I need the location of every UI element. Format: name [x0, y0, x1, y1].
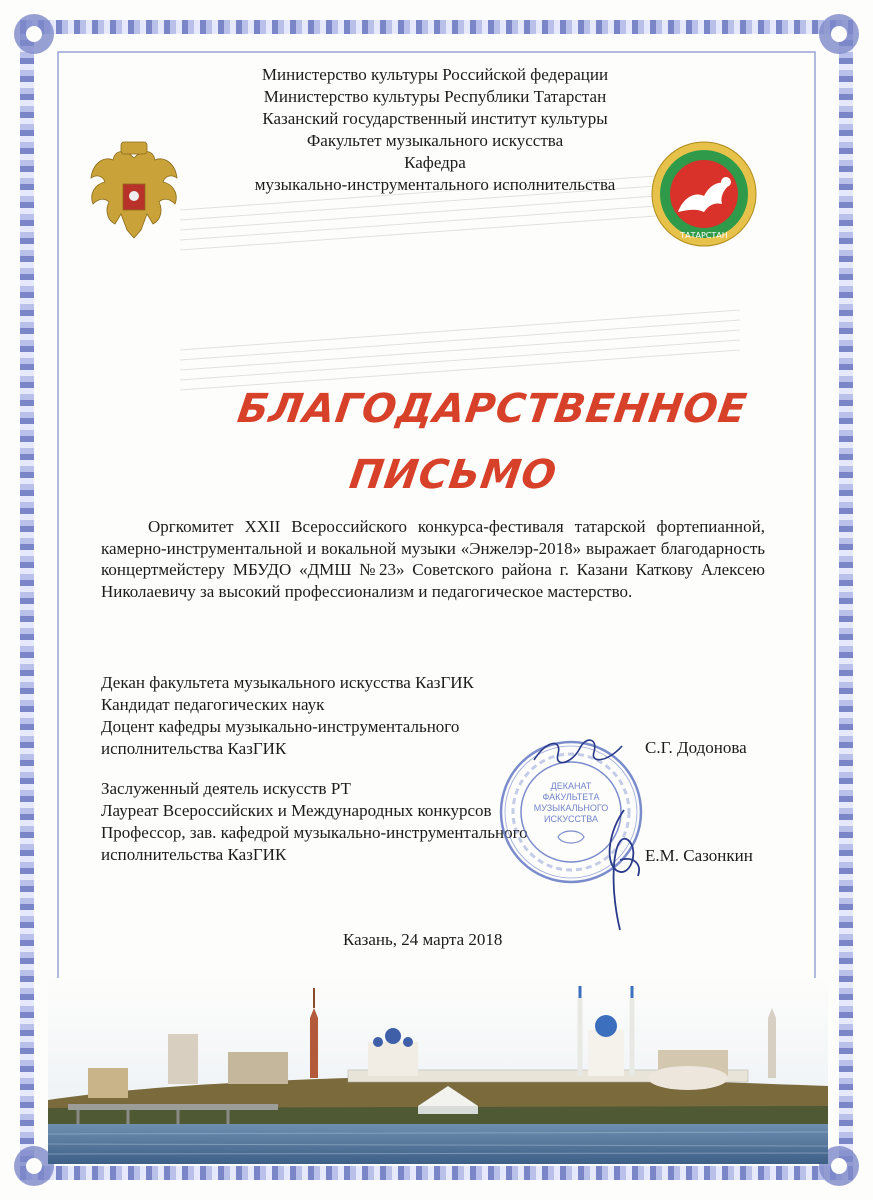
header-line: Факультет музыкального искусства: [306, 131, 564, 150]
handwritten-signature-2: [590, 800, 650, 940]
russian-coat-of-arms-icon: [85, 138, 183, 248]
signatory-1-titles: [101, 672, 474, 760]
header-line: Министерство культуры Российской федерации: [261, 65, 609, 84]
emblem-label: ТАТАРСТАН: [680, 231, 728, 240]
signatory-title-line: исполнительства КазГИК: [101, 739, 287, 758]
document-title-line2: ПИСЬМО: [346, 452, 560, 498]
header-line: Кафедра: [404, 153, 466, 172]
signatory-title-line: исполнительства КазГИК: [101, 845, 287, 864]
signatory-title-line: Профессор, зав. кафедрой музыкально-инструментального: [101, 823, 528, 842]
kazan-skyline-illustration: [48, 978, 828, 1164]
signatory-1-name: С.Г. Додонова: [645, 738, 747, 757]
tatarstan-coat-of-arms-icon: [650, 140, 758, 248]
signatory-title-line: Заслуженный деятель искусств РТ: [101, 779, 351, 798]
document-title-line1: БЛАГОДАРСТВЕННОЕ: [234, 386, 751, 432]
issuing-organizations: [190, 64, 680, 196]
signatory-2-titles: [101, 778, 528, 866]
signatory-title-line: Декан факультета музыкального искусства КазГИК: [101, 673, 474, 692]
header-line: Министерство культуры Республики Татарстан: [263, 87, 607, 106]
signatory-2-name: Е.М. Сазонкин: [645, 846, 753, 865]
stamp-text: ДЕКАНАТ ФАКУЛЬТЕТА МУЗЫКАЛЬНОГО ИСКУССТВА: [533, 781, 609, 824]
signatory-title-line: Лауреат Всероссийских и Международных конкурсов: [101, 801, 492, 820]
header-line: музыкально-инструментального исполнительства: [254, 175, 616, 194]
handwritten-signature-1: [528, 728, 638, 778]
signatory-title-line: Кандидат педагогических наук: [101, 695, 325, 714]
header-line: Казанский государственный институт культуры: [262, 109, 608, 128]
signatory-title-line: Доцент кафедры музыкально-инструментального: [101, 717, 460, 736]
place-and-date: Казань, 24 марта 2018: [343, 930, 503, 949]
letter-body: Оргкомитет XXII Всероссийского конкурса-фестиваля татарской фортепианной, камерно-инструментальной и вокальной музыки «Энжелэр-2018» выражает благодарность концертмейстеру МБУДО «ДМШ №23» Советского района г. Казани Каткову Алексею Николаевичу за высокий профессионализм и педагогическое мастерство.: [101, 517, 765, 601]
